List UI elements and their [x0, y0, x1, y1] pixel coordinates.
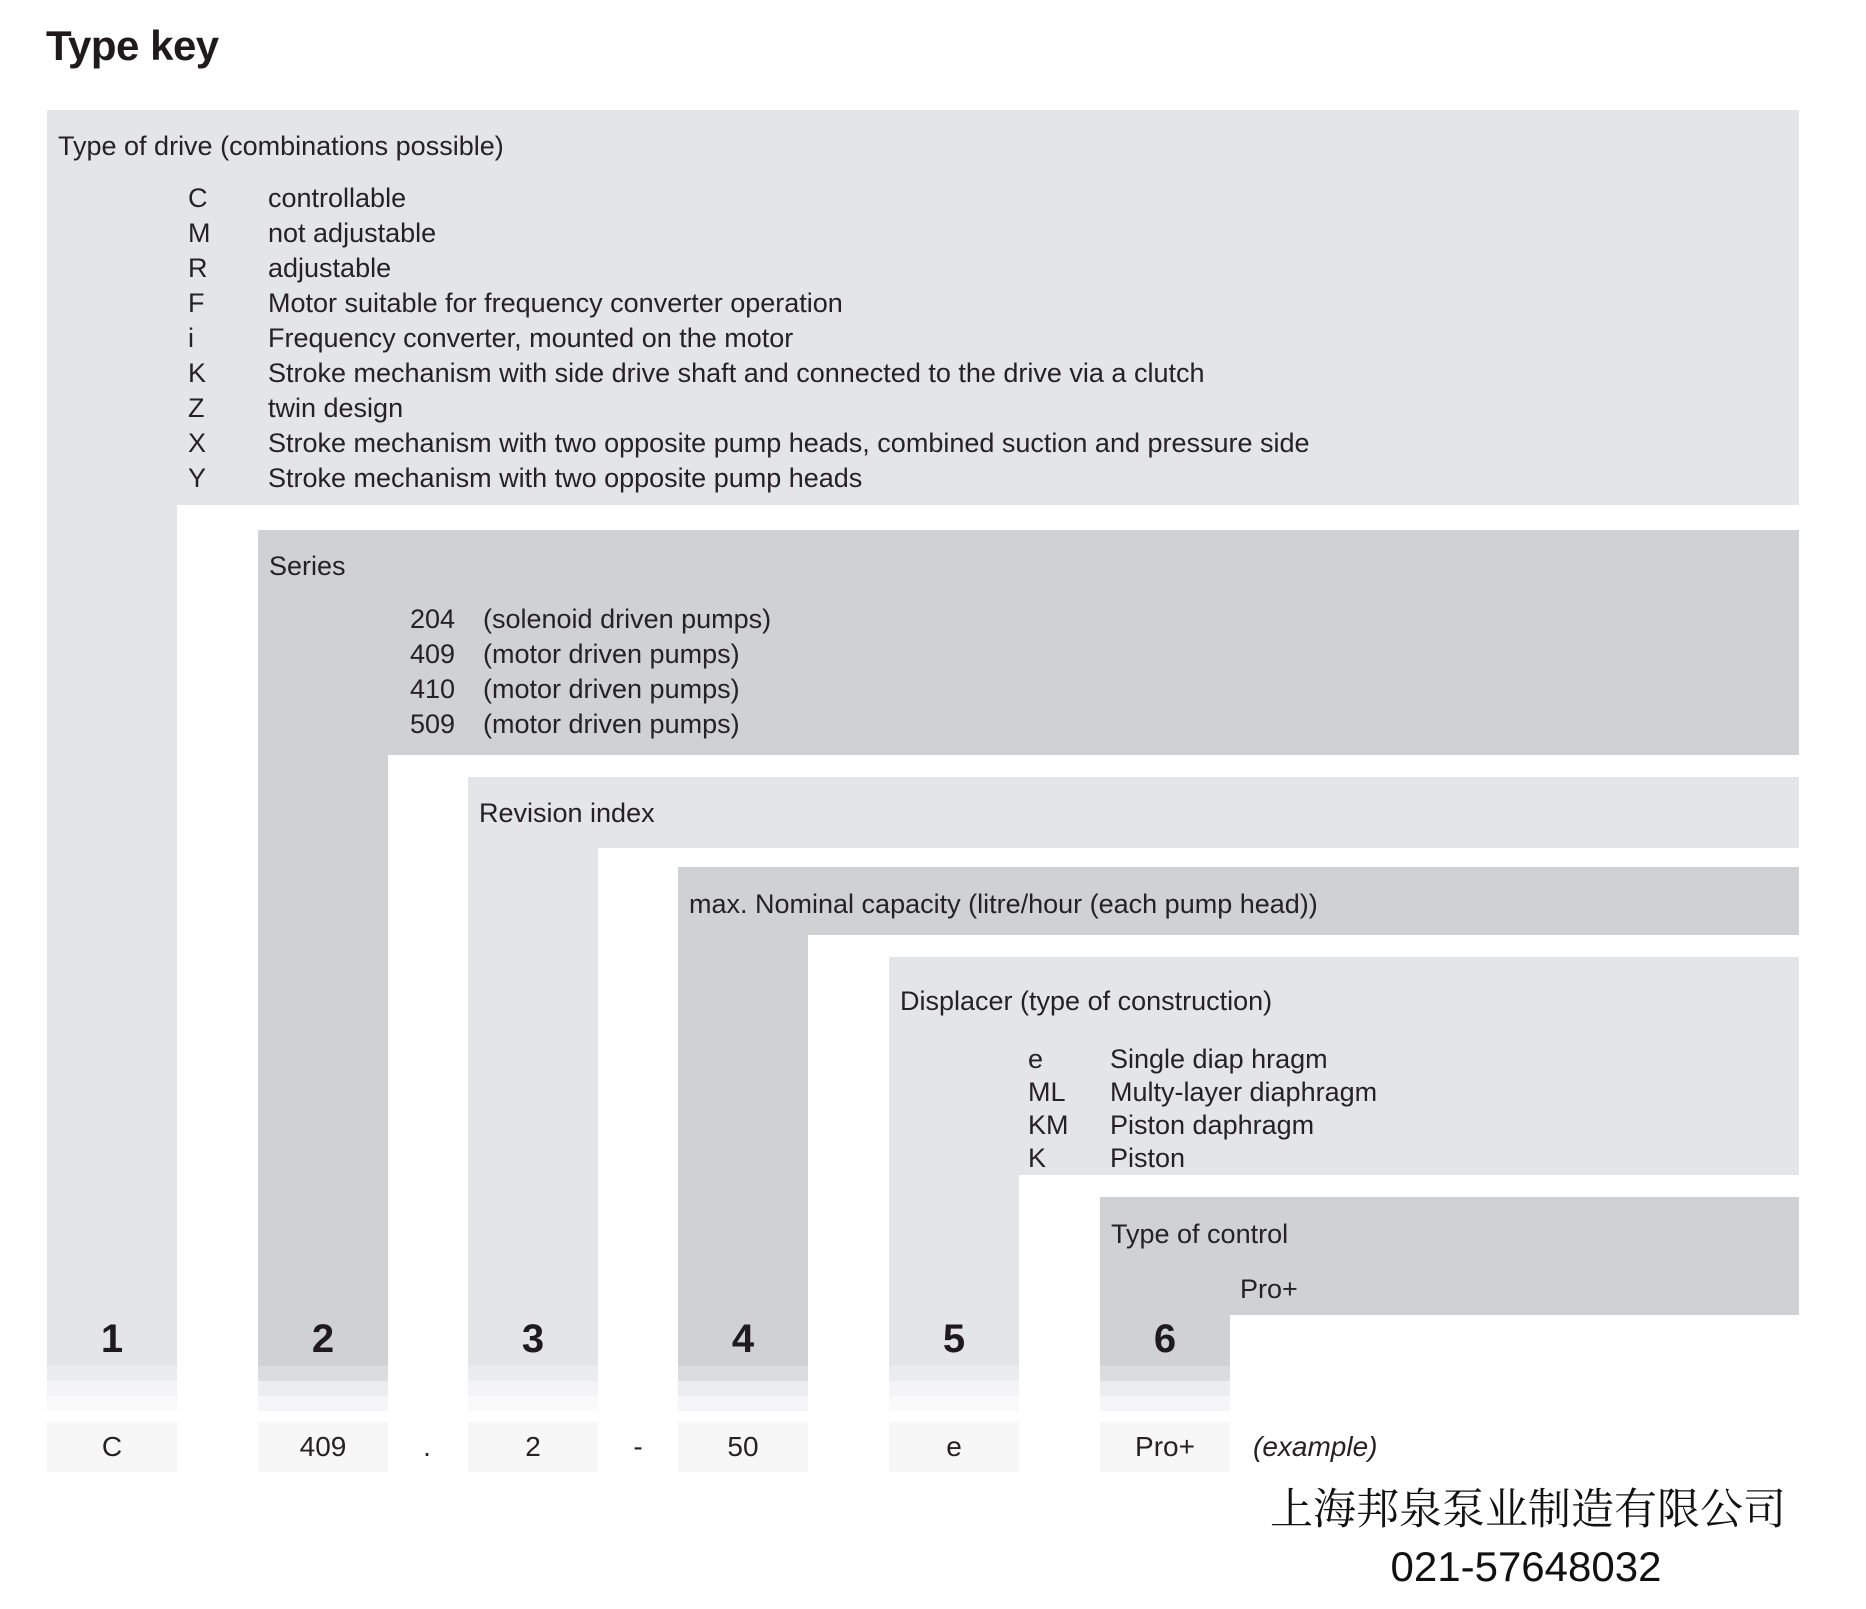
column-fade: [889, 1396, 1019, 1411]
box5-label: Displacer (type of construction): [900, 986, 1273, 1016]
drive-desc: Stroke mechanism with two opposite pump heads: [268, 463, 863, 493]
company-name: 上海邦泉泵业制造有限公司: [1270, 1486, 1786, 1534]
column-fade: [889, 1381, 1019, 1396]
page-title: Type key: [46, 22, 219, 69]
box1-column: [47, 505, 177, 1366]
drive-code: Z: [188, 393, 205, 423]
drive-code: R: [188, 253, 208, 283]
series-desc: (motor driven pumps): [483, 709, 740, 739]
column-fade: [678, 1381, 808, 1396]
box3-column: [468, 848, 598, 1366]
phone-number: 021-57648032: [1390, 1543, 1662, 1590]
box6-label: Type of control: [1111, 1219, 1289, 1249]
position-number-4: 4: [731, 1317, 755, 1361]
series-desc: (motor driven pumps): [483, 674, 740, 704]
drive-code: K: [188, 358, 207, 388]
displacer-desc: Piston daphragm: [1110, 1110, 1315, 1140]
series-code: 410: [409, 674, 455, 704]
series-code: 204: [409, 604, 455, 634]
example-caption: (example): [1253, 1431, 1378, 1462]
example-cell-series: 409: [258, 1422, 388, 1472]
column-fade: [678, 1366, 808, 1381]
column-fade: [258, 1381, 388, 1396]
example-cell-displacer: e: [889, 1422, 1019, 1472]
box4-label: max. Nominal capacity (litre/hour (each pump head)): [689, 889, 1318, 919]
example-separator-dash: -: [633, 1431, 643, 1462]
box3-label: Revision index: [479, 798, 655, 828]
example-separator-dot: .: [423, 1431, 431, 1462]
column-fade: [47, 1381, 177, 1396]
drive-desc: adjustable: [268, 253, 392, 283]
example-cell-capacity: 50: [678, 1422, 808, 1472]
series-code: 509: [409, 709, 455, 739]
column-fade: [889, 1366, 1019, 1381]
displacer-desc: Piston: [1110, 1143, 1186, 1173]
position-number-2: 2: [311, 1317, 335, 1361]
column-fade: [468, 1381, 598, 1396]
displacer-code: e: [1028, 1044, 1044, 1074]
column-fade: [47, 1396, 177, 1411]
position-number-5: 5: [942, 1317, 966, 1361]
example-cell-drive: C: [47, 1422, 177, 1472]
control-option: Pro+: [1240, 1274, 1298, 1304]
column-fade: [47, 1366, 177, 1381]
drive-desc: Motor suitable for frequency converter operation: [268, 288, 843, 318]
displacer-desc: Single diap hragm: [1110, 1044, 1328, 1074]
displacer-desc: Multy-layer diaphragm: [1110, 1077, 1378, 1107]
column-fade: [1100, 1381, 1230, 1396]
position-number-3: 3: [521, 1317, 545, 1361]
drive-code: F: [188, 288, 205, 318]
example-cell-control: Pro+: [1100, 1422, 1230, 1472]
column-fade: [1100, 1396, 1230, 1411]
drive-code: i: [188, 323, 194, 353]
column-fade: [258, 1366, 388, 1381]
displacer-code: ML: [1028, 1077, 1066, 1107]
series-desc: (motor driven pumps): [483, 639, 740, 669]
drive-desc: Stroke mechanism with two opposite pump heads, combined suction and pressure side: [268, 428, 1310, 458]
series-desc: (solenoid driven pumps): [483, 604, 772, 634]
drive-desc: controllable: [268, 183, 407, 213]
displacer-code: KM: [1028, 1110, 1069, 1140]
displacer-code: K: [1028, 1143, 1047, 1173]
position-number-6: 6: [1153, 1317, 1177, 1361]
column-fade: [678, 1396, 808, 1411]
drive-desc: Stroke mechanism with side drive shaft and connected to the drive via a clutch: [268, 358, 1205, 388]
position-number-1: 1: [100, 1317, 124, 1361]
drive-desc: twin design: [268, 393, 404, 423]
box6-control-panel: [1100, 1197, 1799, 1315]
drive-desc: not adjustable: [268, 218, 437, 248]
column-fade: [468, 1396, 598, 1411]
example-cell-revision: 2: [468, 1422, 598, 1472]
column-fade: [468, 1366, 598, 1381]
box2-column: [258, 755, 388, 1366]
drive-code: C: [188, 183, 208, 213]
column-fade: [1100, 1366, 1230, 1381]
drive-code: X: [188, 428, 207, 458]
box3-revision-panel: [468, 777, 1799, 848]
box1-label: Type of drive (combinations possible): [58, 131, 504, 161]
drive-desc: Frequency converter, mounted on the motor: [268, 323, 794, 353]
box2-label: Series: [269, 551, 346, 581]
box4-column: [678, 935, 808, 1366]
drive-code: Y: [188, 463, 207, 493]
drive-code: M: [188, 218, 211, 248]
column-fade: [258, 1396, 388, 1411]
series-code: 409: [409, 639, 455, 669]
